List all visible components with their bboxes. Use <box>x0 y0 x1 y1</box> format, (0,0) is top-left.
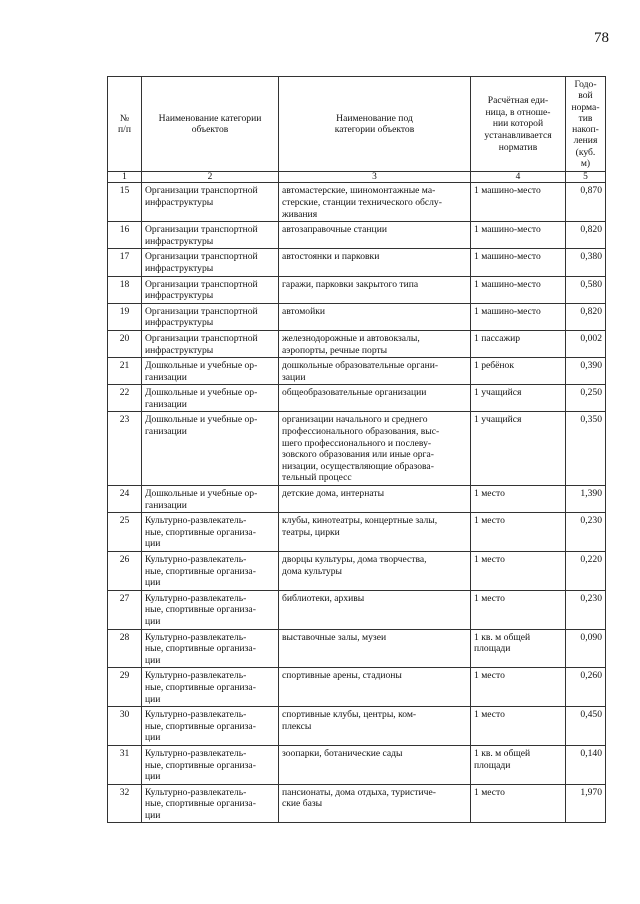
cell-unit: 1 место <box>471 552 566 591</box>
cell-unit: 1 машино-место <box>471 276 566 303</box>
cell-unit: 1 место <box>471 590 566 629</box>
cell-num: 25 <box>108 513 142 552</box>
cell-subcategory: автостоянки и парковки <box>279 249 471 276</box>
cell-num: 22 <box>108 385 142 412</box>
page-number: 78 <box>594 30 609 46</box>
table-row <box>108 330 606 357</box>
cell-unit: 1 место <box>471 513 566 552</box>
cell-subcategory: детские дома, интернаты <box>279 486 471 513</box>
cell-subcategory: организации начального и среднего профессионального образования, выс- шего профессионального и послеву- зовского образования или иные орга- низации, осуществляющие образова- тельный процесс <box>279 412 471 486</box>
cell-category: Организации транспортной инфраструктуры <box>142 303 279 330</box>
table-row <box>108 629 606 668</box>
cell-unit: 1 место <box>471 668 566 707</box>
cell-norm: 0,450 <box>566 707 606 746</box>
cell-category: Дошкольные и учебные ор- ганизации <box>142 486 279 513</box>
column-numbers-row <box>108 172 606 183</box>
cell-subcategory: выставочные залы, музеи <box>279 629 471 668</box>
cell-norm: 0,580 <box>566 276 606 303</box>
cell-num: 17 <box>108 249 142 276</box>
cell-num: 26 <box>108 552 142 591</box>
table-row <box>108 668 606 707</box>
cell-norm: 0,220 <box>566 552 606 591</box>
table-row <box>108 513 606 552</box>
cell-num: 19 <box>108 303 142 330</box>
cell-num: 31 <box>108 745 142 784</box>
cell-category: Организации транспортной инфраструктуры <box>142 276 279 303</box>
cell-num: 28 <box>108 629 142 668</box>
cell-num: 21 <box>108 358 142 385</box>
table-row <box>108 552 606 591</box>
cell-norm: 0,230 <box>566 590 606 629</box>
cell-num: 30 <box>108 707 142 746</box>
header-unit: Расчётная еди- ница, в отноше- нии которой устанавливается норматив <box>471 77 566 172</box>
table-row <box>108 249 606 276</box>
cell-norm: 0,390 <box>566 358 606 385</box>
table-row <box>108 385 606 412</box>
cell-norm: 0,820 <box>566 222 606 249</box>
cell-category: Культурно-развлекатель- ные, спортивные организа- ции <box>142 552 279 591</box>
cell-unit: 1 машино-место <box>471 303 566 330</box>
cell-unit: 1 ребёнок <box>471 358 566 385</box>
cell-subcategory: автомойки <box>279 303 471 330</box>
cell-unit: 1 учащийся <box>471 385 566 412</box>
cell-num: 15 <box>108 183 142 222</box>
cell-subcategory: автомастерские, шиномонтажные ма- стерские, станции технического обслу- живания <box>279 183 471 222</box>
cell-subcategory: общеобразовательные организации <box>279 385 471 412</box>
cell-norm: 0,140 <box>566 745 606 784</box>
cell-norm: 0,870 <box>566 183 606 222</box>
cell-norm: 0,350 <box>566 412 606 486</box>
table-row <box>108 590 606 629</box>
cell-category: Культурно-развлекатель- ные, спортивные организа- ции <box>142 707 279 746</box>
cell-subcategory: клубы, кинотеатры, концертные залы, театры, цирки <box>279 513 471 552</box>
cell-category: Дошкольные и учебные ор- ганизации <box>142 385 279 412</box>
column-number: 3 <box>279 172 471 183</box>
cell-num: 23 <box>108 412 142 486</box>
cell-unit: 1 место <box>471 784 566 823</box>
table-row <box>108 745 606 784</box>
cell-num: 16 <box>108 222 142 249</box>
table-row <box>108 707 606 746</box>
cell-unit: 1 место <box>471 707 566 746</box>
cell-category: Дошкольные и учебные ор- ганизации <box>142 412 279 486</box>
cell-subcategory: железнодорожные и автовокзалы, аэропорты, речные порты <box>279 330 471 357</box>
cell-subcategory: спортивные арены, стадионы <box>279 668 471 707</box>
cell-category: Культурно-развлекатель- ные, спортивные организа- ции <box>142 745 279 784</box>
cell-category: Культурно-развлекатель- ные, спортивные организа- ции <box>142 590 279 629</box>
cell-subcategory: автозаправочные станции <box>279 222 471 249</box>
table-row <box>108 784 606 823</box>
cell-norm: 0,002 <box>566 330 606 357</box>
header-norm: Годо- вой норма- тив накоп- ления (куб. м) <box>566 77 606 172</box>
norms-table <box>107 76 606 823</box>
cell-subcategory: дошкольные образовательные органи- зации <box>279 358 471 385</box>
header-num: № п/п <box>108 77 142 172</box>
table-row <box>108 276 606 303</box>
cell-norm: 0,380 <box>566 249 606 276</box>
cell-subcategory: библиотеки, архивы <box>279 590 471 629</box>
cell-unit: 1 место <box>471 486 566 513</box>
cell-norm: 0,090 <box>566 629 606 668</box>
cell-unit: 1 машино-место <box>471 249 566 276</box>
cell-num: 32 <box>108 784 142 823</box>
cell-category: Культурно-развлекатель- ные, спортивные организа- ции <box>142 629 279 668</box>
cell-category: Дошкольные и учебные ор- ганизации <box>142 358 279 385</box>
table-row <box>108 183 606 222</box>
cell-subcategory: пансионаты, дома отдыха, туристиче- ские базы <box>279 784 471 823</box>
cell-unit: 1 пассажир <box>471 330 566 357</box>
table-row <box>108 222 606 249</box>
header-row <box>108 77 606 172</box>
cell-category: Культурно-развлекатель- ные, спортивные организа- ции <box>142 668 279 707</box>
cell-unit: 1 машино-место <box>471 222 566 249</box>
table-row <box>108 303 606 330</box>
cell-category: Организации транспортной инфраструктуры <box>142 183 279 222</box>
cell-num: 29 <box>108 668 142 707</box>
header-category: Наименование категории объектов <box>142 77 279 172</box>
column-number: 4 <box>471 172 566 183</box>
cell-num: 27 <box>108 590 142 629</box>
cell-num: 18 <box>108 276 142 303</box>
table-row <box>108 358 606 385</box>
cell-subcategory: спортивные клубы, центры, ком- плексы <box>279 707 471 746</box>
cell-norm: 1,970 <box>566 784 606 823</box>
cell-unit: 1 кв. м общей площади <box>471 629 566 668</box>
table-row <box>108 412 606 486</box>
cell-category: Культурно-развлекатель- ные, спортивные организа- ции <box>142 513 279 552</box>
cell-unit: 1 кв. м общей площади <box>471 745 566 784</box>
cell-norm: 1,390 <box>566 486 606 513</box>
cell-category: Организации транспортной инфраструктуры <box>142 222 279 249</box>
table-row <box>108 486 606 513</box>
cell-subcategory: гаражи, парковки закрытого типа <box>279 276 471 303</box>
cell-category: Культурно-развлекатель- ные, спортивные организа- ции <box>142 784 279 823</box>
cell-norm: 0,250 <box>566 385 606 412</box>
header-subcategory: Наименование под категории объектов <box>279 77 471 172</box>
cell-subcategory: зоопарки, ботанические сады <box>279 745 471 784</box>
cell-num: 24 <box>108 486 142 513</box>
cell-unit: 1 учащийся <box>471 412 566 486</box>
cell-num: 20 <box>108 330 142 357</box>
cell-subcategory: дворцы культуры, дома творчества, дома культуры <box>279 552 471 591</box>
column-number: 1 <box>108 172 142 183</box>
column-number: 5 <box>566 172 606 183</box>
column-number: 2 <box>142 172 279 183</box>
cell-category: Организации транспортной инфраструктуры <box>142 330 279 357</box>
cell-unit: 1 машино-место <box>471 183 566 222</box>
cell-norm: 0,260 <box>566 668 606 707</box>
cell-norm: 0,820 <box>566 303 606 330</box>
cell-norm: 0,230 <box>566 513 606 552</box>
cell-category: Организации транспортной инфраструктуры <box>142 249 279 276</box>
